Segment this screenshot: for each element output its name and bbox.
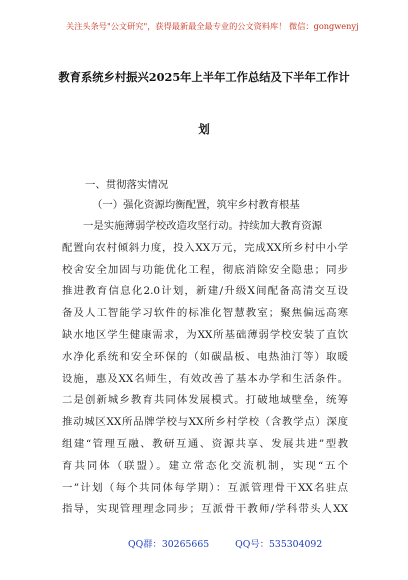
body-line: 一是实施薄弱学校改造攻坚行动。持续加大教育资源 xyxy=(83,220,322,232)
body-line: 指导，实现管理理念同步；互派骨干教师/学科带头人XX xyxy=(62,503,348,516)
header-banner: 关注头条号"公文研究"，获得最新最全最专业的公文资料库！ 微信：gongwenyj xyxy=(66,21,359,31)
document-title-line-1: 教育系统乡村振兴2025年上半年工作总结及下半年工作计 xyxy=(58,70,350,84)
subsection-heading-1: （一）强化资源均衡配置，筑牢乡村教育根基 xyxy=(92,199,300,211)
body-line: 水净化系统和安全环保的（如碳晶板、电热油汀等）取暖 xyxy=(62,350,348,363)
body-line: 配置向农村倾斜力度，投入XX万元，完成XX所乡村中小学 xyxy=(62,241,348,254)
section-heading-1: 一、贯彻落实情况 xyxy=(85,179,169,191)
body-line: 校舍安全加固与功能优化工程，彻底消除安全隐患；同步 xyxy=(62,263,348,276)
body-line: 育共同体（联盟）。建立常态化交流机制，实现“五个 xyxy=(62,459,348,472)
footer-contact xyxy=(128,536,322,550)
body-line: 备及人工智能学习软件的标准化智慧教室；聚焦偏远高寒 xyxy=(62,307,348,320)
body-line: 二是创新城乡教育共同体发展模式。打破地域壁垒，统筹 xyxy=(62,394,348,407)
body-text xyxy=(62,216,348,521)
body-line: 组建“管理互融、教研互通、资源共享、发展共进”型教 xyxy=(62,437,348,450)
body-line: 设施，惠及XX名师生，有效改善了基本办学和生活条件。 xyxy=(62,372,348,385)
body-line: 缺水地区学生健康需求，为XX所基础薄弱学校安装了直饮 xyxy=(62,328,348,341)
body-line: 推进教育信息化2.0计划，新建/升级X间配备高清交互设 xyxy=(62,285,348,298)
qq-group-text: QQ群：30265665 xyxy=(128,539,210,550)
body-line: 一”计划（每个共同体每学期）：互派管理骨干XX名驻点 xyxy=(62,481,348,494)
qq-number-text: QQ号：535304092 xyxy=(235,539,323,550)
document-title-line-2: 划 xyxy=(198,122,210,136)
body-line: 推动城区XX所品牌学校与XX所乡村学校（含教学点）深度 xyxy=(62,416,348,429)
